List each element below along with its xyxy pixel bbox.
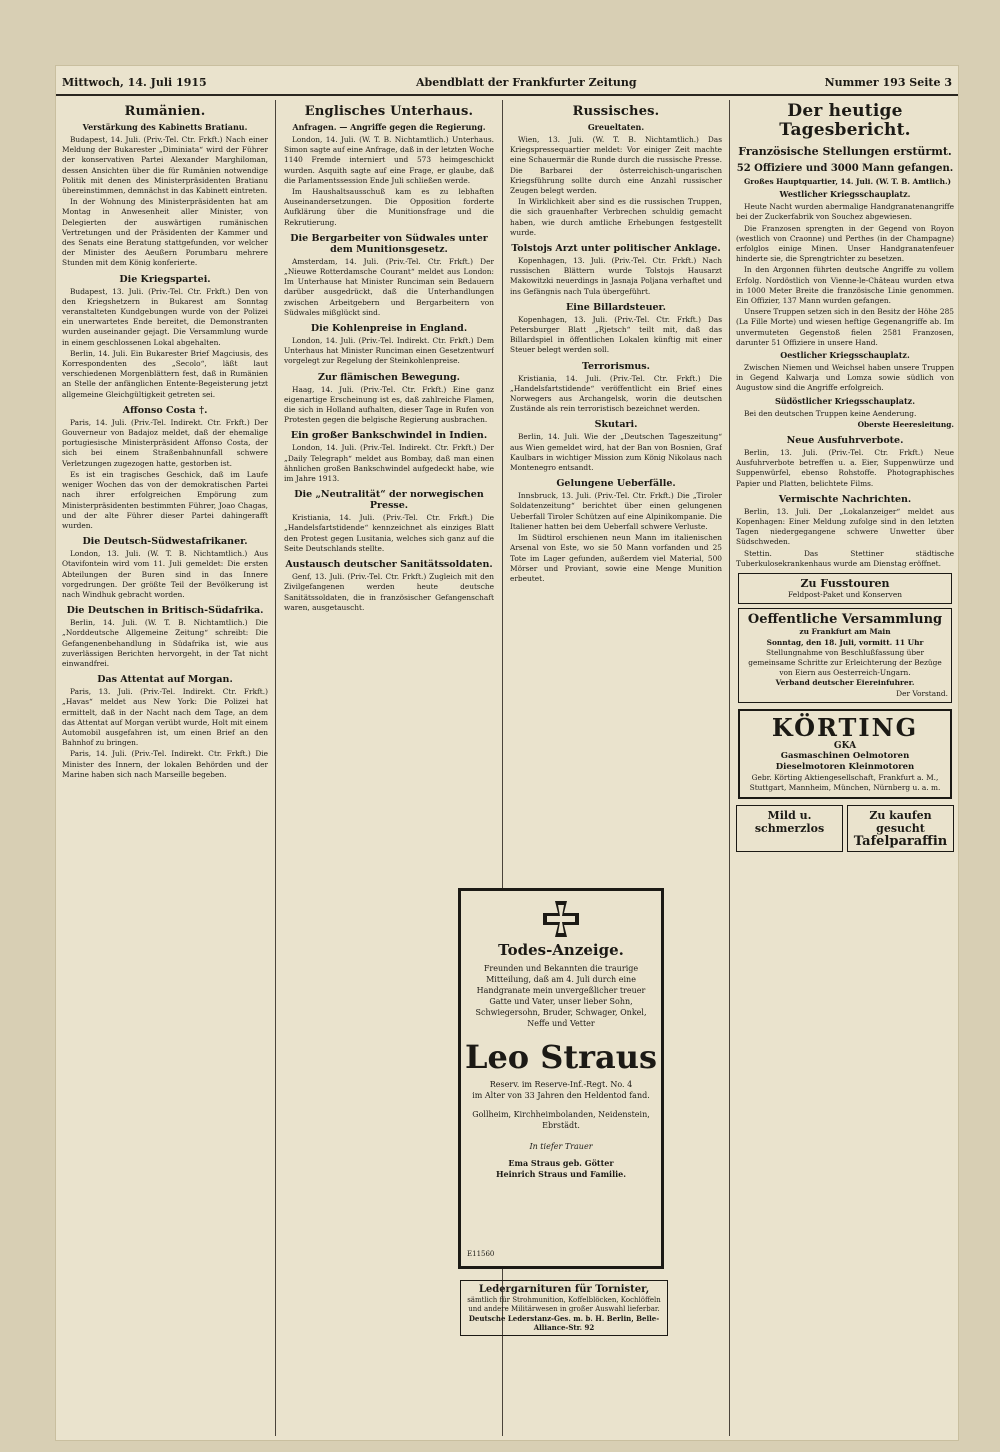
section-heading: Die Kohlenpreise in England. xyxy=(310,323,468,335)
signature: Oberste Heeresleitung. xyxy=(857,419,954,429)
ad-foot: Der Vorstand. xyxy=(896,688,948,698)
deceased-rank: Reserv. im Reserve-Inf.-Regt. No. 4 xyxy=(489,1080,633,1089)
paragraph: Kopenhagen, 13. Juli. (Priv.-Tel. Ctr. Frkft.) Nach russischen Blättern wurde Tolstojs Hausarzt Makowitzki neuerdings in Jasnaja Poljana verhaftet und ins Gefängnis nach Tula übergeführt. xyxy=(510,256,722,296)
paragraph: In der Wohnung des Ministerpräsidenten hat am Montag in Anwesenheit aller Minister, von Delegierten der auswärtigen rumänischen Vertretungen und der Präsidenten der Kammer und des Senats eine Beratung stattgefunden, vor welcher der Minister des Aeußern Porumbaru mehrere Stunden mit dem König konferierte. xyxy=(62,197,268,268)
ad-firm: Gebr. Körting Aktiengesellschaft, Frankfurt a. M., Stuttgart, Mannheim, München, Nürnberg u. a. m. xyxy=(749,772,941,793)
paragraph: Die Franzosen sprengten in der Gegend von Royon (westlich von Craonne) und Perthes (in der Champagne) erfolglos einige Minen. Unser Handgranatenfeuer hinderte sie, die Sprengtrichter zu besetzen. xyxy=(736,223,954,264)
paper-name: Abendblatt der Frankfurter Zeitung xyxy=(416,76,637,89)
paragraph: Großes Hauptquartier, 14. Juli. (W. T. B. Amtlich.) xyxy=(744,177,952,186)
column-rule xyxy=(275,100,276,1436)
tour-ad xyxy=(738,573,952,604)
notice-heading: Todes-Anzeige. xyxy=(498,941,624,959)
section-heading: Westlicher Kriegsschauplatz. xyxy=(779,189,911,200)
notice-places: Gollheim, Kirchheimbolanden, Neidenstein, Ebrstädt. xyxy=(472,1110,650,1130)
issue-date: Mittwoch, 14. Juli 1915 xyxy=(62,76,207,89)
paragraph: Berlin, 14. Juli. Wie der „Deutschen Tageszeitung“ aus Wien gemeldet wird, hat der Ban von Bosnien, Graf Kaulbars in wichtiger Mission zum König Nikolaus nach Montenegro entsandt. xyxy=(510,432,722,473)
ad-subtitle: zu Frankfurt am Main xyxy=(799,627,891,637)
section-heading: Terrorismus. xyxy=(582,360,650,372)
report-subtitle: 52 Offiziere und 3000 Mann gefangen. xyxy=(736,163,954,174)
paragraph: Im Südtirol erschienen neun Mann im italienischen Arsenal von Este, wo sie 50 Mann vorfanden und 25 Tote im Lager gefunden, außerdem viel Material, 500 Mörser und Proviant, sowie eine Menge Munition erbeutet. xyxy=(510,533,722,583)
paragraph: Wien, 13. Juli. (W. T. B. Nichtamtlich.) Das Kriegspressequartier meldet: Vor einiger Zeit machte eine Schauermär die Runde durch die russische Presse. Die Barbarei der österreichisch-ungarischen Kriegsführung sollte durch eine Anzahl russischer Zeugen belegt werden. xyxy=(510,135,722,196)
ad-text: Stellungnahme von Beschlußfassung über gemeinsame Schritte zur Erleichterung der Bezüge von Eiern aus Oesterreich-Ungarn. xyxy=(748,647,942,678)
column-3 xyxy=(510,100,722,910)
paragraph: In den Argonnen führten deutsche Angriffe zu vollem Erfolg. Nordöstlich von Vienne-le-Château wurden etwa in 1000 Meter Breite die französische Linie genommen. Ein Offizier, 137 Mann wurden gefangen. xyxy=(736,265,954,306)
ad-date: Sonntag, den 18. Juli, vormitt. 11 Uhr xyxy=(766,637,924,647)
ad-title: Oeffentliche Versammlung xyxy=(747,612,943,628)
brand-mark: GKA xyxy=(833,740,857,751)
paragraph: Genf, 13. Juli. (Priv.-Tel. Ctr. Frkft.) Zugleich mit den Zivilgefangenen werden heute deutsche Sanitätssoldaten, die in französischer Gefangenschaft waren, ausgetauscht. xyxy=(284,572,494,612)
article-title: Russisches. xyxy=(572,104,660,119)
masthead-line xyxy=(56,72,958,96)
small-ad xyxy=(736,805,843,852)
ad-text: sämtlich für Strohmunition, Koffelblöcken, Kochlöffeln und andere Militärwesen in großer Auswahl lieferbar. xyxy=(467,1296,661,1313)
death-notice xyxy=(458,888,664,1269)
leather-ad xyxy=(460,1280,668,1336)
paragraph: Kristiania, 14. Juli. (Priv.-Tel. Ctr. Frkft.) Die „Handelsfartstidende“ veröffentlicht ein Brief eines Norwegers aus Archangelsk, worin die deutschen Zustände als rein terroristisch bezeichnet werden. xyxy=(510,373,722,414)
paragraph: Budapest, 14. Juli. (Priv.-Tel. Ctr. Frkft.) Nach einer Meldung der Bukarester „Diminiata“ wird der Führer der konservativen Partei Alexander Marghiloman, dessen Ansichten über die für Rumänien notwendige Politik mit denen des Ministerpräsidenten Bratianu übereinstimmen, demnächst in das Kabinett eintreten. xyxy=(62,135,268,196)
paragraph: Paris, 13. Juli. (Priv.-Tel. Indirekt. Ctr. Frkft.) „Havas“ meldet aus New York: Die Polizei hat ermittelt, daß in der Nacht nach dem Tage, an dem das Attentat auf Morgan verübt wurde, Holt mit einem Automobil ausgefahren ist, um einen Brief an den Bahnhof zu bringen. xyxy=(62,687,268,748)
section-heading: Die Bergarbeiter von Südwales unter dem Munitionsgesetz. xyxy=(290,232,488,255)
section-heading: Das Attentat auf Morgan. xyxy=(97,674,233,686)
koerting-ad xyxy=(738,709,952,800)
article-title: Englisches Unterhaus. xyxy=(304,104,474,119)
newspaper-page xyxy=(56,66,958,1440)
paragraph: London, 13. Juli. (W. T. B. Nichtamtlich.) Aus Otavifontein wird vom 11. Juli gemeldet: Die ersten Abteilungen der Buren sind in das Innere vorgedrungen. Der größte Teil der Bevölkerung ist nach Windhuk gebracht worden. xyxy=(62,549,268,599)
ad-firm: Deutsche Lederstanz-Ges. m. b. H. Berlin, Belle-Alliance-Str. 92 xyxy=(468,1314,660,1332)
section-heading: Zur flämischen Bewegung. xyxy=(318,371,460,383)
section-heading: Die Kriegspartei. xyxy=(119,273,211,285)
paragraph: London, 14. Juli. (Priv.-Tel. Indirekt. Ctr. Frkft.) Dem Unterhaus hat Minister Runciman einen Gesetzentwurf vorgelegt zur Regelung der Steinkohlenpreise. xyxy=(284,336,494,366)
paragraph: Paris, 14. Juli. (Priv.-Tel. Indirekt. Ctr. Frkft.) Die Minister des Innern, der lokalen Behörden und der Marine haben sich nach Marseille begeben. xyxy=(62,749,268,779)
deceased-age: im Alter von 33 Jahren den Heldentod fand. xyxy=(472,1091,650,1100)
small-ad xyxy=(847,805,954,852)
paragraph: Zwischen Niemen und Weichsel haben unsere Truppen in Gegend Kalwarja und Lomza sowie südlich von Augustow sind die Angriffe erfolgreich. xyxy=(736,363,954,393)
small-ads xyxy=(736,805,954,852)
section-heading: Vermischte Nachrichten. xyxy=(778,493,912,505)
ad-code: E11560 xyxy=(467,1250,495,1258)
ad-title: Mild u. schmerzlos xyxy=(754,809,825,836)
section-heading: Ein großer Bankschwindel in Indien. xyxy=(290,430,488,442)
section-heading: Die Deutschen in Britisch-Südafrika. xyxy=(66,605,264,617)
meeting-ad xyxy=(738,608,952,702)
paragraph: Berlin, 14. Juli. Ein Bukarester Brief Magciusis, des Korrespondenten des „Secolo“, läßt laut verschiedenen Morgenblättern fest, daß in Rumänien an Stelle der anfänglichen Entente-Begeisterung jetzt allgemeine Gleichgültigkeit getreten sei. xyxy=(62,348,268,399)
paragraph: London, 14. Juli. (W. T. B. Nichtamtlich.) Unterhaus. Simon sagte auf eine Anfrage, daß in der letzten Woche 1140 Fremde interniert und 573 heimgeschickt wurden. Asquith sagte auf eine Frage, er glaube, daß die Parlamentssession Ende Juli schließen werde. xyxy=(284,135,494,185)
paragraph: London, 14. Juli. (Priv.-Tel. Indirekt. Ctr. Frkft.) Der „Daily Telegraph“ meldet aus Bombay, daß man einen ähnlichen großen Bankschwindel aufgedeckt habe, wie im Jahre 1913. xyxy=(284,443,494,484)
paragraph: Es ist ein tragisches Geschick, daß im Laufe weniger Wochen das von der demokratischen Partei nach ihrer erfolgreichen Empörung zum Ministerpräsidenten bestimmten Führer, Joao Chagas, und der alte Führer dieser Partei dahingerafft wurden. xyxy=(62,469,268,530)
ad-text: Feldpost-Paket und Konserven xyxy=(788,590,902,600)
paragraph: Berlin, 14. Juli. (W. T. B. Nichtamtlich.) Die „Norddeutsche Allgemeine Zeitung“ schreibt: Die Gefangenenbehandlung in Südafrika ist, wie aus zuverlässigen Berichten hervorgeht, in der Tat nicht einwandfrei. xyxy=(62,618,268,668)
article-title: Rumänien. xyxy=(124,104,206,119)
column-4 xyxy=(736,100,954,1436)
notice-mourning: In tiefer Trauer xyxy=(529,1142,593,1151)
paragraph: Berlin, 13. Juli. (Priv.-Tel. Ctr. Frkft.) Neue Ausfuhrverbote betreffen u. a. Eier, Suppenwürze und Suppenwürfel, ebenso Rohstoffe. Photographisches Papier und Platten, belichtete Films. xyxy=(736,448,954,488)
paragraph: Budapest, 13. Juli. (Priv.-Tel. Ctr. Frkft.) Den von den Kriegshetzern in Bukarest am Sonntag veranstalteten Kundgebungen wurde von der Polizei ein unerwartetes Ende bereitet, die Demonstranten wurden auseinander gejagt. Die Versammlung wurde in einem geschlossenen Lokal abgehalten. xyxy=(62,286,268,347)
ad-text: Gasmaschinen Oelmotoren Dieselmotoren Kleinmotoren xyxy=(775,750,915,772)
paragraph: Kristiania, 14. Juli. (Priv.-Tel. Ctr. Frkft.) Die „Handelsfartstidende“ kennzeichnet als einziges Blatt den Protest gegen Lusitania, welches sich ganz auf die Seite Deutschlands stellte. xyxy=(284,513,494,553)
notice-intro: Freunden und Bekannten die traurige Mitteilung, daß am 4. Juli durch eine Handgranate mein unvergeßlicher treuer Gatte und Vater, unser lieber Sohn, Schwiegersohn, Bruder, Schwager, Onkel, Neffe und Vetter xyxy=(475,964,647,1028)
section-heading: Die Deutsch-Südwestafrikaner. xyxy=(82,536,248,548)
brand-name: KÖRTING xyxy=(771,712,919,742)
family-line: Ema Straus geb. Götter xyxy=(508,1158,614,1168)
section-heading: Skutari. xyxy=(594,419,638,431)
ad-title: Zu kaufen gesucht xyxy=(869,809,932,836)
section-heading: Affonso Costa †. xyxy=(122,404,208,416)
article-subtitle: Verstärkung des Kabinetts Bratianu. xyxy=(82,122,248,132)
article-subtitle: Anfragen. — Angriffe gegen die Regierung. xyxy=(292,122,486,132)
report-title: Der heutige Tagesbericht. xyxy=(779,101,911,140)
section-heading: Oestlicher Kriegsschauplatz. xyxy=(780,350,910,361)
section-heading: Eine Billardsteuer. xyxy=(566,301,666,313)
family-line: Heinrich Straus und Familie. xyxy=(495,1169,627,1179)
paragraph: Paris, 14. Juli. (Priv.-Tel. Indirekt. Ctr. Frkft.) Der Gouverneur von Badajoz meldet, daß der ehemalige portugiesische Ministerpräsident Affonso Costa, der sich bei einem Straßenbahnunfall schwere Verletzungen zugezogen hatte, gestorben ist. xyxy=(62,417,268,468)
paragraph: Kopenhagen, 13. Juli. (Priv.-Tel. Ctr. Frkft.) Das Petersburger Blatt „Rjetsch“ teilt mit, daß das Billardspiel in öffentlichen Lokalen künftig mit einer Steuer belegt werden soll. xyxy=(510,314,722,355)
section-heading: Die „Neutralität“ der norwegischen Presse. xyxy=(294,489,484,512)
paragraph: Amsterdam, 14. Juli. (Priv.-Tel. Ctr. Frkft.) Der „Nieuwe Rotterdamsche Courant“ meldet aus London: Im Unterhause hat Minister Runciman sein Bedauern darüber ausgedrückt, daß die Unterhandlungen zwischen Arbeitgebern und Bergarbeitern von Südwales mißglückt sind. xyxy=(284,256,494,317)
paragraph: Haag, 14. Juli. (Priv.-Tel. Ctr. Frkft.) Eine ganz eigenartige Erscheinung ist es, daß zahlreiche Flamen, die sich in Holland aufhalten, dieser Tage in Rufen von Protesten gegen die belgische Regierung ausbrachen. xyxy=(284,384,494,425)
section-heading: Neue Ausfuhrverbote. xyxy=(786,435,904,447)
column-1 xyxy=(62,100,268,1436)
section-heading: Austausch deutscher Sanitätssoldaten. xyxy=(285,559,493,571)
paragraph: Bei den deutschen Truppen keine Aenderung. xyxy=(744,408,917,418)
section-heading: Südöstlicher Kriegsschauplatz. xyxy=(774,395,915,406)
deceased-name: Leo Straus xyxy=(464,1038,658,1076)
paragraph: Berlin, 13. Juli. Der „Lokalanzeiger“ meldet aus Kopenhagen: Einer Meldung zufolge sind in den letzten Tagen niedergegangene schwere Unwetter über Südschweden. xyxy=(736,506,954,547)
paragraph: In Wirklichkeit aber sind es die russischen Truppen, die sich grauenhafter Verbrechen schuldig gemacht haben, wie durch amtliche Erhebungen festgestellt wurde. xyxy=(510,197,722,237)
section-heading: Tolstojs Arzt unter politischer Anklage. xyxy=(511,243,721,255)
report-subtitle: Französische Stellungen erstürmt. xyxy=(738,145,952,158)
ad-subtitle: Tafelparaffin xyxy=(853,834,948,850)
paragraph: Stettin. Das Stettiner städtische Tuberkulosekrankenhaus wurde am Dienstag eröffnet. xyxy=(736,548,954,568)
ad-org: Verband deutscher Eiereinfuhrer. xyxy=(775,678,915,688)
ad-title: Ledergarnituren für Tornister, xyxy=(478,1284,650,1295)
paragraph: Unsere Truppen setzen sich in den Besitz der Höhe 285 (La Fille Morte) und wiesen heftige Gegenangriffe ab. Im unvermuteten Gegenstoß fielen 2581 Franzosen, darunter 51 Offiziere in unsere Hand. xyxy=(736,307,954,347)
paragraph: Im Haushaltsausschuß kam es zu lebhaften Auseinandersetzungen. Die Opposition forderte Aufklärung über die Munitionsfrage und die Rekrutierung. xyxy=(284,187,494,227)
ad-title: Zu Fusstouren xyxy=(800,577,890,591)
column-rule xyxy=(729,100,730,1436)
iron-cross-icon xyxy=(541,899,581,939)
article-subtitle: Greueltaten. xyxy=(587,122,645,132)
paragraph: Heute Nacht wurden abermalige Handgranatenangriffe bei der Zuckerfabrik von Souchez abgewiesen. xyxy=(736,202,954,222)
page-number: Nummer 193 Seite 3 xyxy=(824,76,952,89)
section-heading: Gelungene Ueberfälle. xyxy=(556,478,676,490)
paragraph: Innsbruck, 13. Juli. (Priv.-Tel. Ctr. Frkft.) Die „Tiroler Soldatenzeitung“ berichtet über einen gelungenen Ueberfall Tiroler Schützen auf eine Alpinikompanie. Die Italiener hatten bei dem Ueberfall schwere Verluste. xyxy=(510,491,722,531)
